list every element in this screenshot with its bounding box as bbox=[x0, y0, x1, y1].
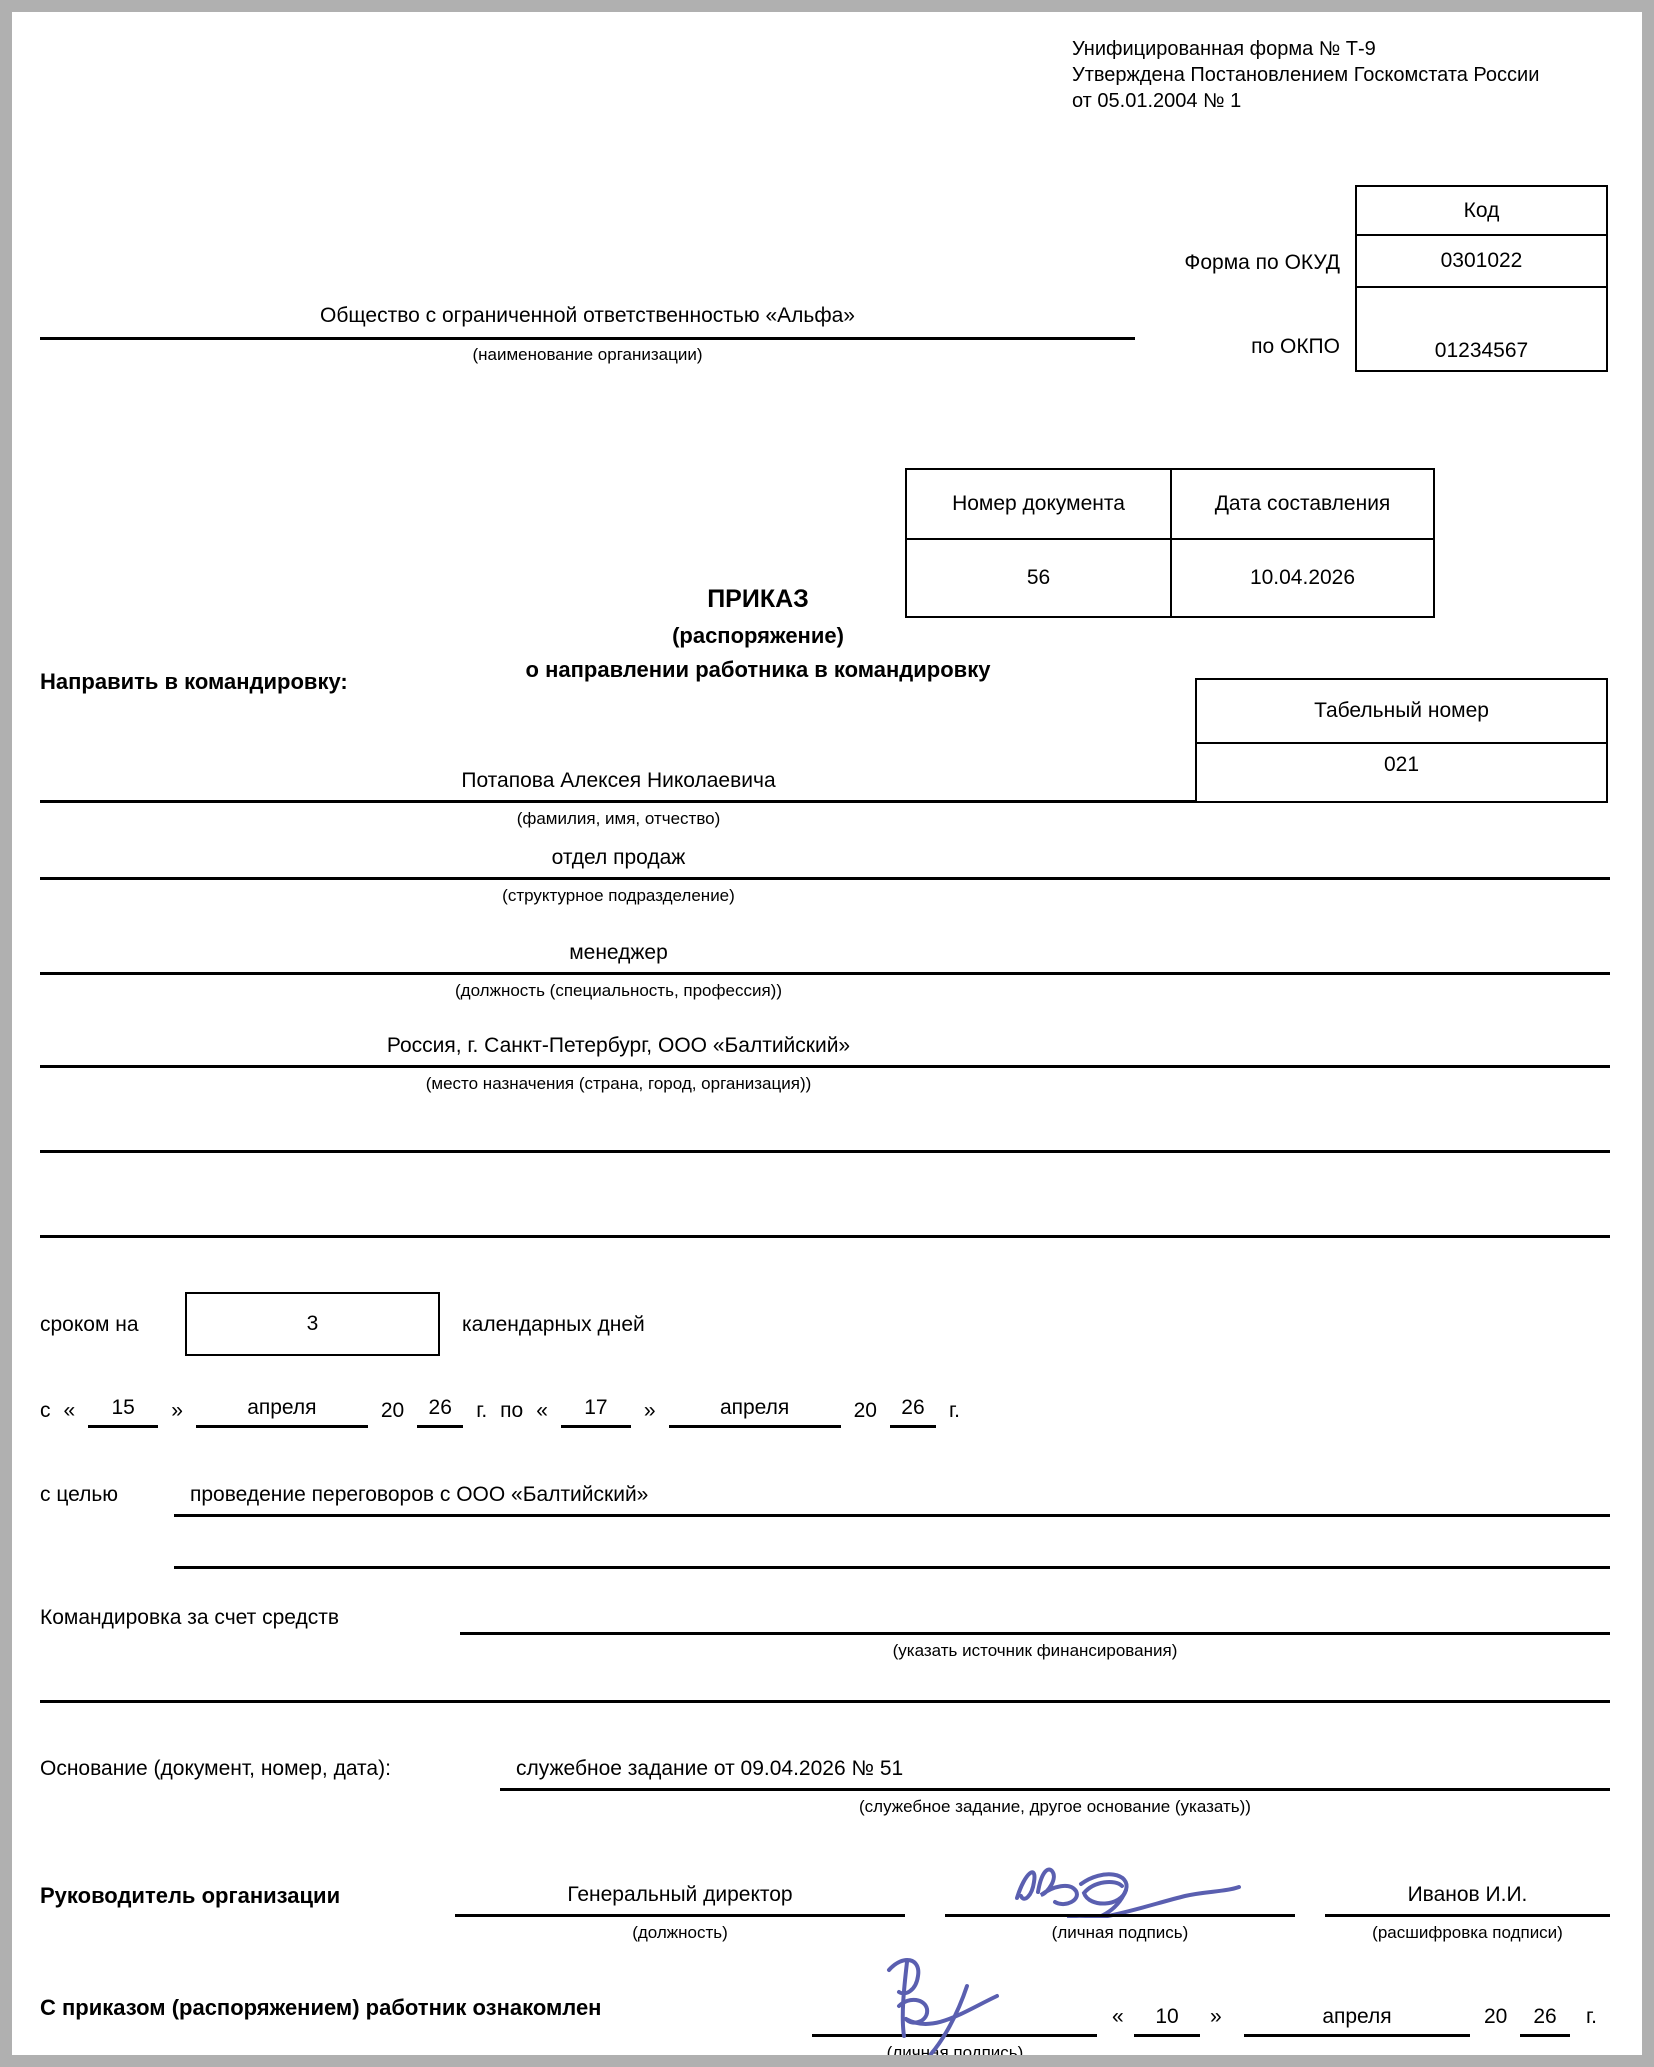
organization-line bbox=[40, 337, 1135, 340]
employee-name-caption: (фамилия, имя, отчество) bbox=[516, 809, 721, 828]
doc-number-header: Номер документа bbox=[952, 492, 1125, 515]
basis-line bbox=[500, 1788, 1610, 1791]
period-century-1: 20 bbox=[380, 1399, 405, 1422]
purpose-label: с целью bbox=[40, 1483, 119, 1506]
doc-number-header-cell bbox=[905, 468, 1172, 540]
duration-days-value[interactable]: 3 bbox=[306, 1312, 319, 1335]
head-sign-caption: (личная подпись) bbox=[1051, 1923, 1189, 1942]
basis-caption: (служебное задание, другое основание (указать)) bbox=[859, 1797, 1251, 1816]
period-from-prefix: с bbox=[40, 1399, 51, 1422]
funding-caption: (указать источник финансирования) bbox=[892, 1641, 1178, 1660]
employee-name[interactable]: Потапова Алексея Николаевича bbox=[461, 769, 776, 792]
head-sign-line[interactable] bbox=[945, 1914, 1295, 1917]
duration-suffix: календарных дней bbox=[462, 1313, 645, 1336]
doc-date-header-cell bbox=[1170, 468, 1435, 540]
purpose-line-1 bbox=[174, 1514, 1610, 1517]
employee-name-line bbox=[40, 800, 1197, 803]
period-from-day[interactable]: 15 bbox=[88, 1396, 158, 1428]
personnel-number-cell[interactable] bbox=[1195, 742, 1608, 803]
duration-days-box[interactable] bbox=[185, 1292, 440, 1356]
period-to-month[interactable]: апреля bbox=[669, 1396, 841, 1428]
destination-extra-line-2[interactable] bbox=[40, 1235, 1610, 1238]
ack-label: С приказом (распоряжением) работник ознакомлен bbox=[40, 1995, 602, 2020]
ack-day[interactable]: 10 bbox=[1134, 2004, 1200, 2037]
personnel-number-header: Табельный номер bbox=[1314, 699, 1489, 722]
ack-century: 20 bbox=[1484, 2005, 1508, 2028]
head-position-line bbox=[455, 1914, 905, 1917]
funding-extra-line[interactable] bbox=[40, 1700, 1610, 1703]
doc-date-cell[interactable] bbox=[1170, 538, 1435, 618]
form-header bbox=[1072, 36, 1539, 114]
purpose-value[interactable]: проведение переговоров с ООО «Балтийский» bbox=[190, 1483, 649, 1506]
destination-line bbox=[40, 1065, 1610, 1068]
basis-value[interactable]: служебное задание от 09.04.2026 № 51 bbox=[516, 1757, 904, 1780]
organization-name[interactable]: Общество с ограниченной ответственностью «Альфа» bbox=[320, 304, 855, 327]
period-century-2: 20 bbox=[853, 1399, 877, 1422]
basis-label: Основание (документ, номер, дата): bbox=[40, 1757, 391, 1780]
period-from-month[interactable]: апреля bbox=[196, 1396, 368, 1428]
funding-label: Командировка за счет средств bbox=[40, 1606, 339, 1629]
ack-month[interactable]: апреля bbox=[1244, 2004, 1470, 2037]
ack-year-suffix: г. bbox=[1586, 2005, 1597, 2028]
period-row bbox=[40, 1396, 960, 1428]
period-year-suffix-1: г. bbox=[476, 1399, 488, 1422]
doc-title: ПРИКАЗ bbox=[707, 585, 809, 613]
period-close-quote-2: » bbox=[643, 1399, 656, 1422]
personnel-number-value[interactable]: 021 bbox=[1383, 753, 1420, 776]
assign-label: Направить в командировку: bbox=[40, 669, 348, 694]
personnel-number-header-cell bbox=[1195, 678, 1608, 744]
destination-caption: (место назначения (страна, город, организация)) bbox=[425, 1074, 812, 1093]
department-value[interactable]: отдел продаж bbox=[551, 846, 686, 869]
doc-title-sub2: о направлении работника в командировку bbox=[525, 657, 991, 682]
ack-year[interactable]: 26 bbox=[1520, 2004, 1570, 2037]
employee-signature bbox=[845, 1948, 1055, 2058]
form-header-line2: Утверждена Постановлением Госкомстата России bbox=[1072, 64, 1540, 86]
period-to-day[interactable]: 17 bbox=[561, 1396, 631, 1428]
department-line bbox=[40, 877, 1610, 880]
organization-caption: (наименование организации) bbox=[472, 345, 703, 364]
position-value[interactable]: менеджер bbox=[569, 941, 668, 964]
head-name-caption: (расшифровка подписи) bbox=[1372, 1923, 1563, 1942]
head-position-caption: (должность) bbox=[632, 1923, 728, 1942]
head-sign-label: Руководитель организации bbox=[40, 1883, 341, 1908]
doc-date-header: Дата составления bbox=[1214, 492, 1391, 515]
head-name-line bbox=[1325, 1914, 1610, 1917]
period-to-prefix: по bbox=[500, 1399, 524, 1422]
destination-extra-line-1[interactable] bbox=[40, 1150, 1610, 1153]
code-header-cell bbox=[1355, 185, 1608, 236]
head-position-value[interactable]: Генеральный директор bbox=[567, 1883, 793, 1906]
ack-sign-caption: (личная подпись) bbox=[886, 2043, 1024, 2062]
code-header-label: Код bbox=[1463, 198, 1500, 222]
purpose-line-2[interactable] bbox=[174, 1566, 1610, 1569]
ack-open-quote: « bbox=[1112, 2005, 1124, 2028]
period-close-quote-1: » bbox=[171, 1399, 183, 1422]
form-header-line1: Унифицированная форма № Т-9 bbox=[1072, 38, 1376, 60]
position-caption: (должность (специальность, профессия)) bbox=[455, 981, 782, 1000]
department-caption: (структурное подразделение) bbox=[502, 886, 735, 905]
okpo-value-cell[interactable] bbox=[1355, 286, 1608, 372]
okud-value-cell[interactable] bbox=[1355, 234, 1608, 288]
okud-label: Форма по ОКУД bbox=[1184, 251, 1340, 274]
funding-line[interactable] bbox=[460, 1632, 1610, 1635]
okpo-value[interactable]: 01234567 bbox=[1434, 339, 1529, 362]
doc-title-sub1: (распоряжение) bbox=[672, 623, 844, 648]
period-open-quote-1: « bbox=[63, 1399, 76, 1422]
period-year-suffix-2: г. bbox=[948, 1399, 960, 1422]
destination-value[interactable]: Россия, г. Санкт-Петербург, ООО «Балтийский» bbox=[386, 1034, 851, 1057]
head-name-value[interactable]: Иванов И.И. bbox=[1407, 1883, 1528, 1906]
okpo-label: по ОКПО bbox=[1251, 335, 1340, 358]
period-to-year[interactable]: 26 bbox=[890, 1396, 936, 1428]
ack-close-quote: » bbox=[1210, 2005, 1222, 2028]
form-header-line3: от 05.01.2004 № 1 bbox=[1072, 90, 1242, 112]
okud-value[interactable]: 0301022 bbox=[1440, 249, 1523, 272]
period-open-quote-2: « bbox=[536, 1399, 548, 1422]
doc-number-value[interactable]: 56 bbox=[1026, 566, 1051, 589]
period-from-year[interactable]: 26 bbox=[417, 1396, 463, 1428]
director-signature bbox=[995, 1846, 1245, 1918]
position-line bbox=[40, 972, 1610, 975]
duration-label: сроком на bbox=[40, 1313, 139, 1336]
doc-date-value[interactable]: 10.04.2026 bbox=[1249, 566, 1356, 589]
